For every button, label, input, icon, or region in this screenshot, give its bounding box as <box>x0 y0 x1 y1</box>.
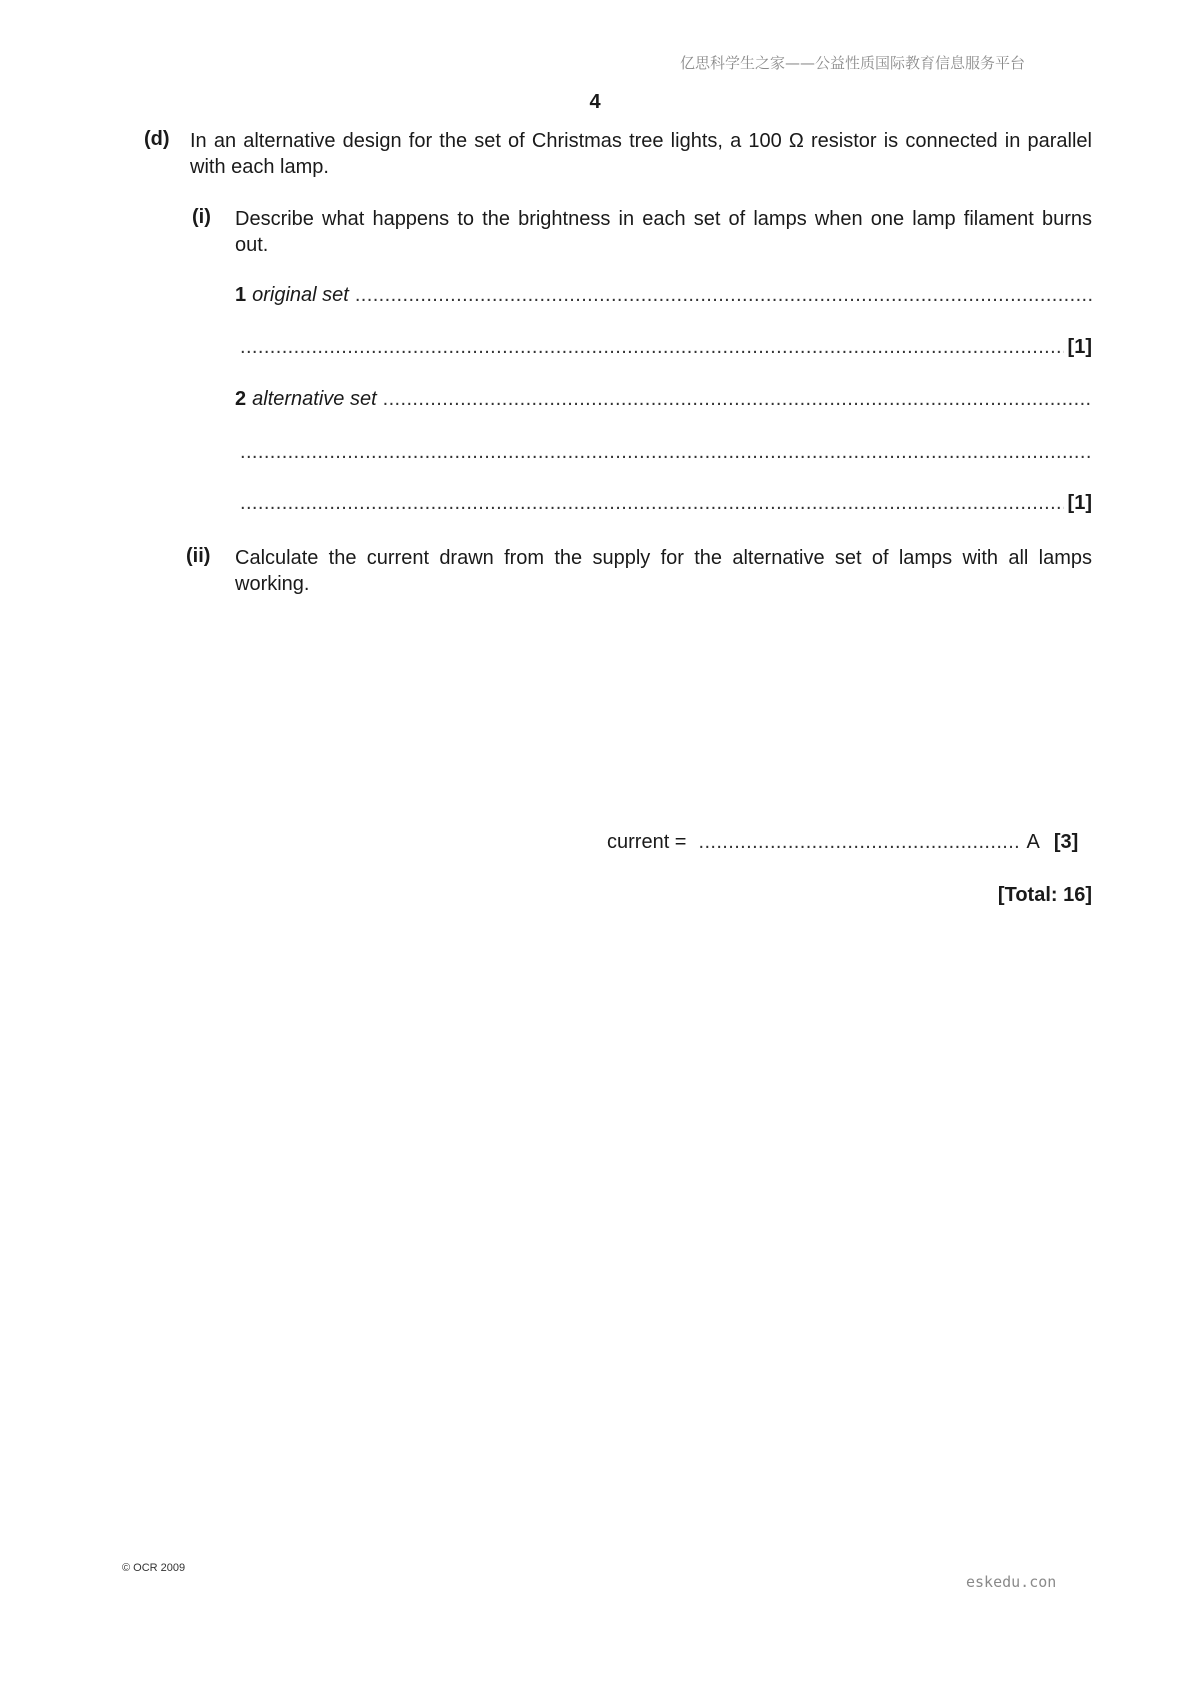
answer-2-line-2[interactable] <box>240 441 1092 464</box>
answer-1-line-2[interactable] <box>240 336 1092 359</box>
answer-1-mark: [1] <box>1067 336 1092 358</box>
total-marks: [Total: 16] <box>997 884 1092 906</box>
answer-2-line-1[interactable] <box>235 388 1092 411</box>
current-answer-row[interactable] <box>607 831 1092 854</box>
answer-2-number: 2 <box>235 388 247 410</box>
answer-dotted-line <box>355 284 1092 307</box>
part-i-text: Describe what happens to the brightness in each set of lamps when one lamp filament burns out. <box>235 208 1092 256</box>
question-d-label: (d) <box>144 128 170 150</box>
part-ii-text: Calculate the current drawn from the supply for the alternative set of lamps with all lamps working. <box>235 547 1092 595</box>
answer-dotted-line <box>698 831 1018 854</box>
answer-1-line-1[interactable] <box>235 284 1092 307</box>
current-unit: A <box>1026 831 1040 853</box>
footer-site: eskedu.con <box>966 1573 1057 1591</box>
answer-dotted-line <box>240 336 1064 359</box>
header-watermark: 亿思科学生之家——公益性质国际教育信息服务平台 <box>680 54 1026 72</box>
answer-2-label: alternative set <box>252 388 377 410</box>
part-ii-label: (ii) <box>186 545 211 567</box>
part-i-label: (i) <box>192 206 211 228</box>
copyright: © OCR 2009 <box>122 1562 186 1574</box>
current-answer-label: current = <box>607 831 687 853</box>
answer-dotted-line <box>240 441 1092 464</box>
page-number: 4 <box>589 91 601 113</box>
question-d-text: In an alternative design for the set of Christmas tree lights, a 100 Ω resistor is connected in parallel with each lamp. <box>190 130 1092 178</box>
answer-dotted-line <box>383 388 1092 411</box>
part-ii-mark: [3] <box>1053 831 1079 853</box>
answer-2-mark: [1] <box>1067 492 1092 514</box>
answer-2-line-3[interactable] <box>240 492 1092 515</box>
answer-dotted-line <box>240 492 1064 515</box>
answer-1-number: 1 <box>235 284 247 306</box>
answer-1-label: original set <box>252 284 349 306</box>
